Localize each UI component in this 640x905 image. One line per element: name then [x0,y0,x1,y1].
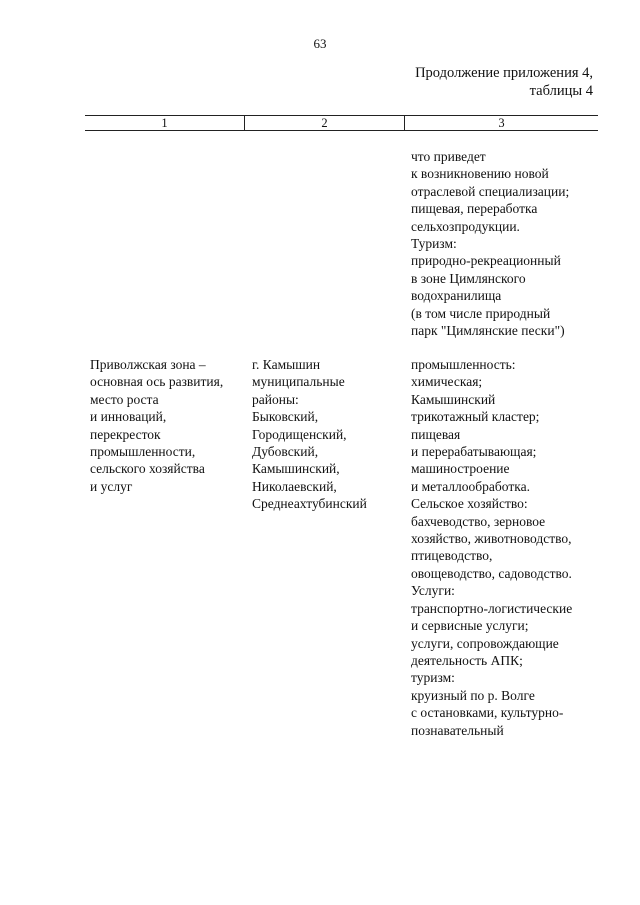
text-line: (в том числе природный [411,305,551,321]
continuation-heading [415,64,593,100]
text-line: сельхозпродукции. [411,218,520,234]
row1-col3 [411,148,569,339]
text-line: хозяйство, животноводство, [411,531,572,547]
text-line: химическая; [411,374,483,390]
text-line: познавательный [411,722,504,738]
text-line: в зоне Цимлянского [411,270,526,286]
text-line: основная ось развития, [90,374,224,390]
row2-col1 [90,356,223,495]
text-line: место роста [90,391,159,407]
text-line: овощеводство, садоводство. [411,565,572,581]
continuation-line-1: Продолжение приложения 4, [415,65,593,81]
text-line: и услуг [90,478,133,494]
text-line: Николаевский, [252,478,337,494]
text-line: Среднеахтубинский [252,496,367,512]
header-col-1: 1 [161,116,168,130]
text-line: пищевая [411,426,461,442]
row2-col2 [252,356,367,513]
text-line: Быковский, [252,409,319,425]
text-line: с остановками, культурно- [411,705,564,721]
text-line: г. Камышин [252,357,321,372]
text-line: к возникновению новой [411,166,549,182]
text-line: Туризм: [411,236,457,252]
text-line: бахчеводство, зерновое [411,513,546,529]
page-number: 63 [313,36,327,51]
continuation-line-2: таблицы 4 [529,83,593,99]
text-line: сельского хозяйства [90,461,205,477]
text-line: перекресток [90,426,161,442]
text-line: туризм: [411,670,455,686]
text-line: Городищенский, [252,426,347,442]
text-line: промышленность: [411,357,516,372]
table-header [85,115,598,131]
text-line: Дубовский, [252,444,319,460]
text-line: отраслевой специализации; [411,183,570,199]
text-line: круизный по р. Волге [411,687,535,703]
text-line: и сервисные услуги; [411,618,529,634]
text-line: транспортно-логистические [411,600,573,616]
text-line: что приведет [411,149,486,164]
text-line: и металлообработка. [411,478,530,494]
header-col-2: 2 [321,116,328,130]
text-line: Услуги: [411,583,455,599]
text-line: деятельность АПК; [411,652,523,668]
text-line: парк "Цимлянские пески") [411,323,565,339]
text-line: районы: [252,391,299,407]
text-line: водохранилища [411,288,502,304]
text-line: трикотажный кластер; [411,409,540,425]
text-line: Камышинский [411,391,496,407]
text-line: Сельское хозяйство: [411,496,528,512]
text-line: услуги, сопровождающие [411,635,559,651]
text-line: и перерабатывающая; [411,444,537,460]
text-line: птицеводство, [411,548,493,564]
text-line: природно-рекреационный [411,253,561,269]
row2-col3 [411,356,572,739]
text-line: машиностроение [411,461,510,477]
text-line: Приволжская зона – [90,357,206,372]
text-line: промышленности, [90,444,196,460]
text-line: Камышинский, [252,461,340,477]
text-line: и инноваций, [90,409,167,425]
text-line: муниципальные [252,374,345,390]
text-line: пищевая, переработка [411,201,538,217]
header-col-3: 3 [498,116,505,130]
